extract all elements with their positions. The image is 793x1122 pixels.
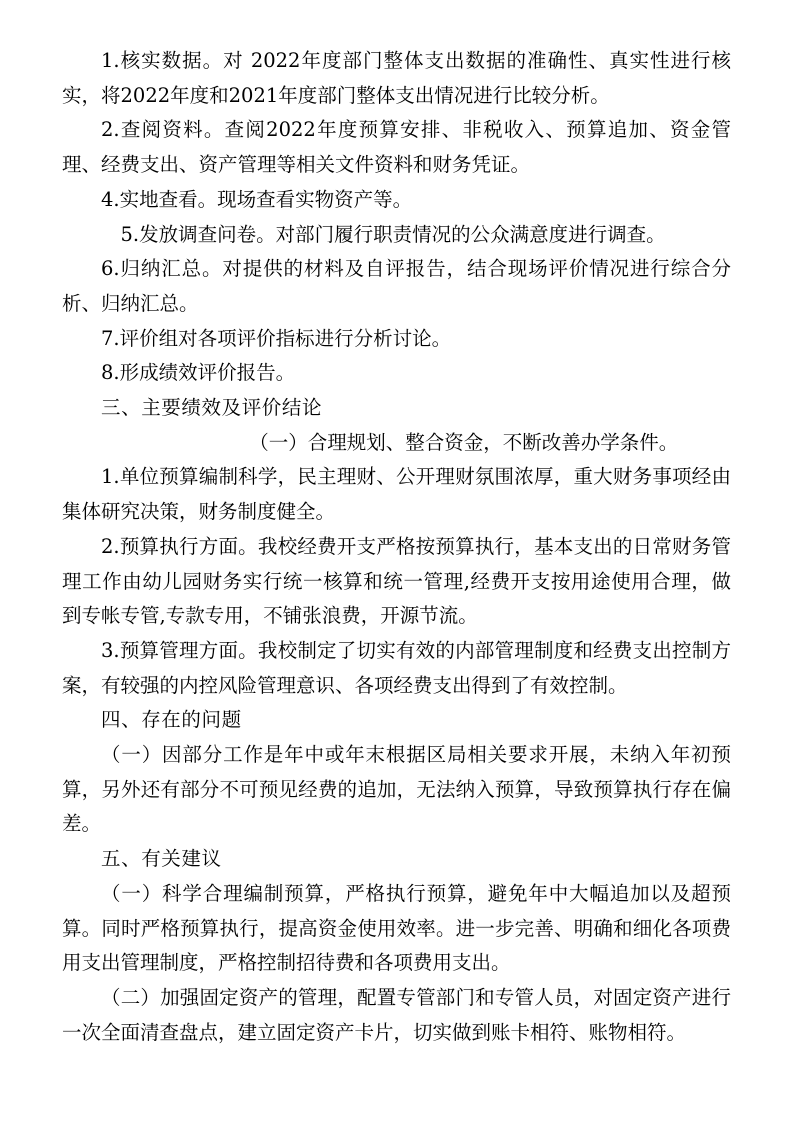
paragraph-site-inspection: 4.实地查看。现场查看实物资产等。 — [101, 187, 413, 211]
heading-section-three: 三、主要绩效及评价结论 — [101, 396, 323, 420]
paragraph-verify-data: 1.核实数据。对 2022年度部门整体支出数据的准确性、真实性进行核实，将2022年度和2021年度部门整体支出情况进行比较分析。 — [62, 49, 731, 107]
paragraph-problem-one: （一）因部分工作是年中或年末根据区局相关要求开展，未纳入年初预算，另外还有部分不可预见经费的追加，无法纳入预算，导致预算执行存在偏差。 — [62, 743, 731, 836]
paragraph-suggestion-two: （二）加强固定资产的管理，配置专管部门和专管人员，对固定资产进行一次全面清查盘点，建立固定资产卡片，切实做到账卡相符、账物相符。 — [62, 985, 731, 1044]
paragraph-questionnaire: 5.发放调查问卷。对部门履行职责情况的公众满意度进行调查。 — [120, 222, 666, 246]
heading-section-four: 四、存在的问题 — [101, 708, 242, 732]
paragraph-review-materials: 2.查阅资料。查阅2022年度预算安排、非税收入、预算追加、资金管理、经费支出、资产管理等相关文件资料和财务凭证。 — [62, 118, 731, 177]
paragraph-summary: 6.归纳汇总。对提供的材料及自评报告，结合现场评价情况进行综合分析、归纳汇总。 — [62, 257, 731, 315]
paragraph-suggestion-one: （一）科学合理编制预算，严格执行预算，避免年中大幅追加以及超预算。同时严格预算执行，提高资金使用效率。进一步完善、明确和细化各项费用支出管理制度，严格控制招待费和各项费用支出。 — [62, 881, 731, 975]
paragraph-form-report: 8.形成绩效评价报告。 — [101, 361, 296, 385]
heading-section-five: 五、有关建议 — [101, 847, 222, 871]
paragraph-group-discussion: 7.评价组对各项评价指标进行分析讨论。 — [101, 326, 452, 350]
paragraph-budget-preparation: 1.单位预算编制科学，民主理财、公开理财氛围浓厚，重大财务事项经由集体研究决策，财务制度健全。 — [62, 465, 731, 524]
paragraph-budget-execution: 2.预算执行方面。我校经费开支严格按预算执行，基本支出的日常财务管理工作由幼儿园财务实行统一核算和统一管理,经费开支按用途使用合理，做到专帐专管,专款专用，不铺张浪费，开源节流。 — [62, 534, 731, 628]
paragraph-budget-management: 3.预算管理方面。我校制定了切实有效的内部管理制度和经费支出控制方案，有较强的内控风险管理意识、各项经费支出得到了有效控制。 — [62, 638, 731, 697]
subheading-one-planning: （一）合理规划、整合资金，不断改善办学条件。 — [249, 430, 679, 454]
document-body — [62, 44, 731, 1050]
